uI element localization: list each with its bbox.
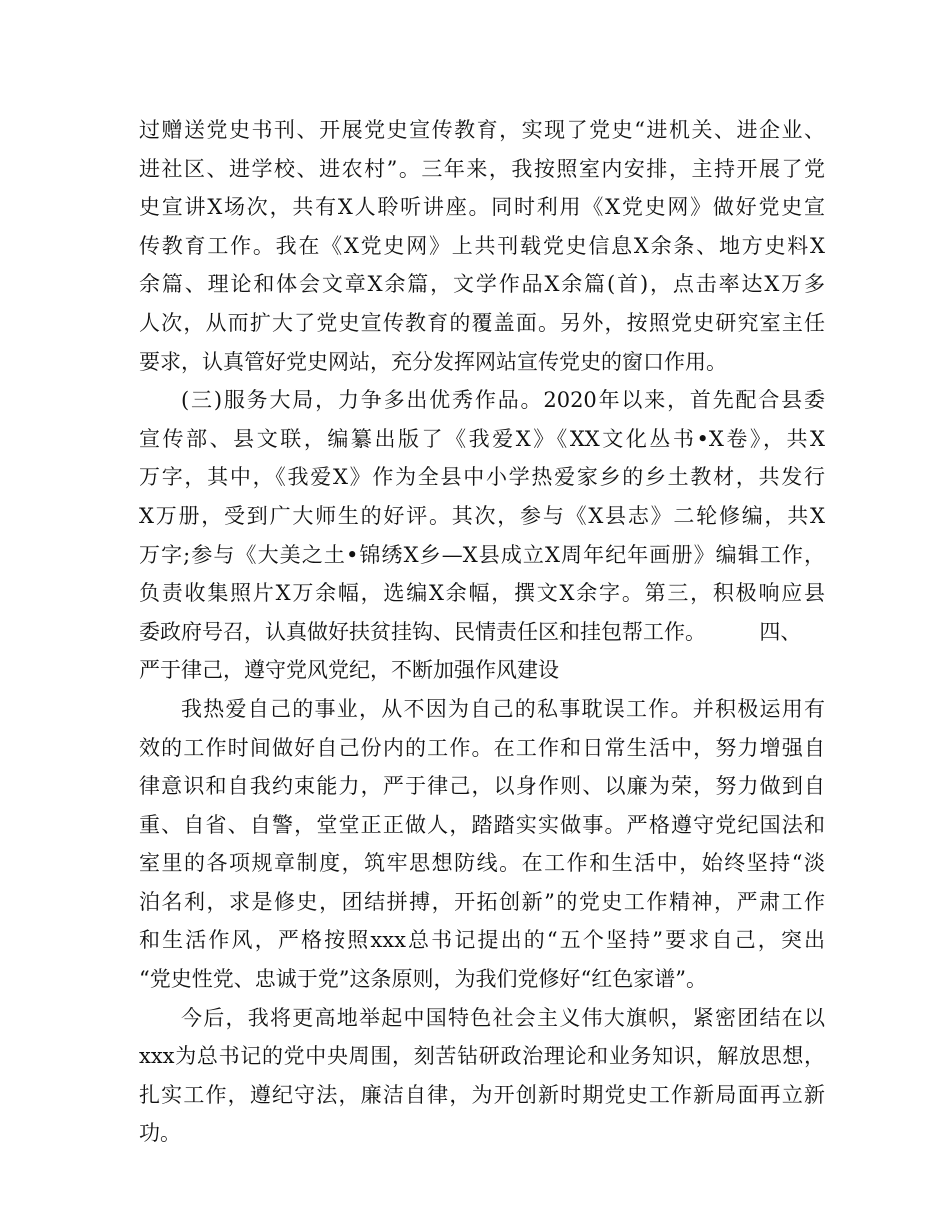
text-line-21: 泊名利，求是修史，团结拼搏，开拓创新”的党史工作精神，严肃工作 — [139, 889, 825, 914]
text-line-11: X万册，受到广大师生的好评。其次，参与《X县志》二轮修编，共X — [139, 503, 825, 528]
text-line-12: 万字;参与《大美之土•锦绣X乡—X县成立X周年纪年画册》编辑工作， — [139, 542, 825, 567]
text-line-6: 人次，从而扩大了党史宣传教育的覆盖面。另外，按照党史研究室主任 — [139, 310, 825, 335]
text-line-25: xxx为总书记的党中央周围，刻苦钻研政治理论和业务知识，解放思想， — [139, 1044, 825, 1069]
document-body — [139, 111, 825, 1153]
text-line-2: 进社区、进学校、进农村”。三年来，我按照室内安排，主持开展了党 — [139, 156, 825, 181]
text-line-26: 扎实工作，遵纪守法，廉洁自律，为开创新时期党史工作新局面再立新 — [139, 1082, 825, 1107]
text-line-18: 律意识和自我约束能力，严于律己，以身作则、以廉为荣，努力做到自 — [139, 774, 825, 799]
text-line-22: 和生活作风，严格按照xxx总书记提出的“五个坚持”要求自己，突出 — [139, 928, 825, 953]
text-line-1: 过赠送党史书刊、开展党史宣传教育，实现了党史“进机关、进企业、 — [139, 118, 825, 142]
text-line-14: 委政府号召，认真做好扶贫挂钩、民情责任区和挂包帮工作。 四、 — [139, 619, 802, 644]
text-line-7: 要求，认真管好党史网站，充分发挥网站宣传党史的窗口作用。 — [139, 349, 727, 374]
text-line-20: 室里的各项规章制度，筑牢思想防线。在工作和生活中，始终坚持“淡 — [139, 851, 825, 876]
text-line-10: 万字，其中，《我爱X》作为全县中小学热爱家乡的乡土教材，共发行 — [139, 465, 825, 490]
section-heading-4: 严于律己，遵守党风党纪，不断加强作风建设 — [139, 658, 559, 683]
text-line-9: 宣传部、县文联，编纂出版了《我爱X》《XX文化丛书•X卷》，共X — [139, 426, 825, 451]
text-line-19: 重、自省、自警，堂堂正正做人，踏踏实实做事。严格遵守党纪国法和 — [139, 812, 825, 837]
text-line-13: 负责收集照片X万余幅，选编X余幅，撰文X余字。第三，积极响应县 — [139, 581, 825, 606]
text-line-23: “党史性党、忠诚于党”这条原则，为我们党修好“红色家谱”。 — [139, 967, 707, 992]
text-line-3: 史宣讲X场次，共有X人聆听讲座。同时利用《X党史网》做好党史宣 — [139, 195, 825, 220]
text-line-16: 我热爱自己的事业，从不因为自己的私事耽误工作。并积极运用有 — [181, 696, 825, 721]
text-line-24: 今后，我将更高地举起中国特色社会主义伟大旗帜，紧密团结在以 — [181, 1005, 825, 1030]
text-line-5: 余篇、理论和体会文章X余篇，文学作品X余篇(首)，点击率达X万多 — [139, 272, 825, 297]
text-line-8: (三)服务大局，力争多出优秀作品。2020年以来，首先配合县委 — [181, 388, 825, 413]
text-line-4: 传教育工作。我在《X党史网》上共刊载党史信息X余条、地方史料X — [139, 233, 825, 258]
text-line-17: 效的工作时间做好自己份内的工作。在工作和日常生活中，努力增强自 — [139, 735, 825, 760]
text-line-27: 功。 — [139, 1121, 181, 1146]
